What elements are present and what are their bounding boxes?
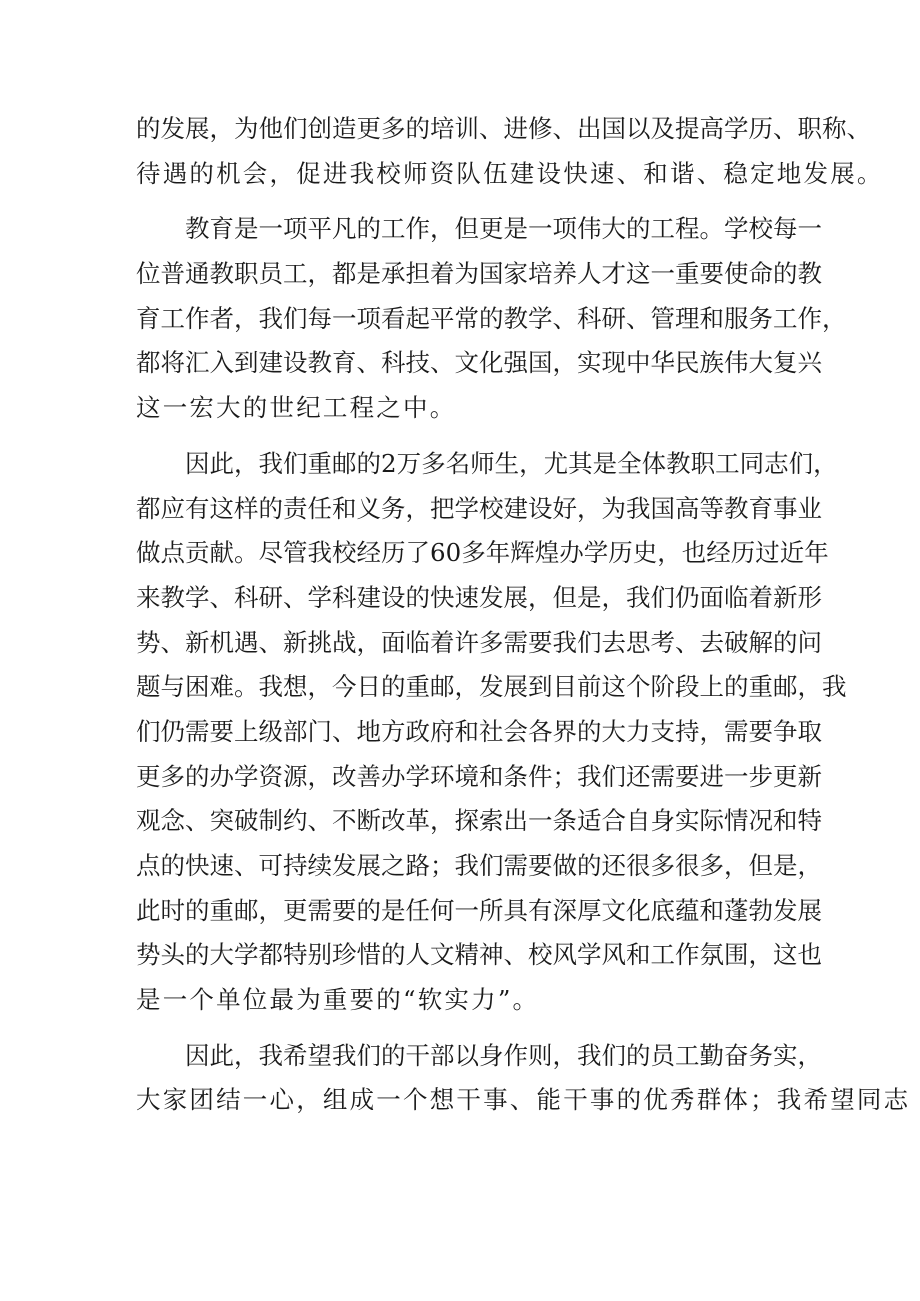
paragraph-gap: [136, 196, 796, 207]
text-line: 大家团结一心，组成一个想干事、能干事的优秀群体；我希望同志: [136, 1085, 911, 1115]
text-line: 育 工 作 者 ， 我 们 每 一 项 看 起 平 常 的 教 学 、 科 研 、 管 理 和 服 务 工 作 ，: [136, 303, 847, 333]
text-line: 教 育 是 一 项 平 凡 的 工 作 ， 但 更 是 一 项 伟 大 的 工 程 。 学 校 每 一: [185, 214, 822, 244]
paragraph: [136, 107, 884, 196]
text-line: 是一个单位最为重要的“软实力”。: [136, 985, 540, 1015]
text-line: 题 与 困 难 。 我 想 ， 今 日 的 重 邮 ， 发 展 到 目 前 这 个 阶 段 上 的 重 邮 ， 我: [136, 672, 847, 702]
paragraph-gap: [136, 431, 796, 442]
text-line: 因 此 ， 我 希 望 我 们 的 干 部 以 身 作 则 ， 我 们 的 员 工 勤 奋 务 实 ，: [185, 1040, 822, 1070]
document-body: [136, 107, 911, 1123]
text-line: 此 时 的 重 邮 ， 更 需 要 的 是 任 何 一 所 具 有 深 厚 文 化 底 蕴 和 蓬 勃 发 展: [136, 895, 822, 925]
text-line: 观 念 、 突 破 制 约 、 不 断 改 革 ， 探 索 出 一 条 适 合 自 身 实 际 情 况 和 特: [136, 806, 822, 836]
text-line: 的 发 展 ， 为 他 们 创 造 更 多 的 培 训 、 进 修 、 出 国 以 及 提 高 学 历 、 职 称 、: [136, 114, 871, 143]
text-line: 势 、 新 机 遇 、 新 挑 战 ， 面 临 着 许 多 需 要 我 们 去 思 考 、 去 破 解 的 问: [136, 627, 822, 657]
paragraph: [136, 1034, 911, 1123]
text-line: 势 头 的 大 学 都 特 别 珍 惜 的 人 文 精 神 、 校 风 学 风 和 工 作 氛 围 ， 这 也: [136, 940, 822, 970]
text-line: 位 普 通 教 职 员 工 ， 都 是 承 担 着 为 国 家 培 养 人 才 这 一 重 要 使 命 的 教: [136, 259, 822, 289]
paragraph: [136, 442, 847, 1023]
paragraph: [136, 207, 847, 430]
text-line: 更 多 的 办 学 资 源 ， 改 善 办 学 环 境 和 条 件 ； 我 们 还 需 要 进 一 步 更 新: [136, 761, 822, 791]
text-line: 都 将 汇 入 到 建 设 教 育 、 科 技 、 文 化 强 国 ， 实 现 中 华 民 族 伟 大 复 兴: [136, 348, 822, 378]
text-line: 因 此 ， 我 们 重 邮 的 2 万 多 名 师 生 ， 尤 其 是 全 体 教 职 工 同 志 们 ，: [185, 448, 838, 478]
text-line: 待遇的机会，促进我校师资队伍建设快速、和谐、稳定地发展。: [136, 158, 884, 188]
text-line: 做 点 贡 献 。 尽 管 我 校 经 历 了 6 0 多 年 辉 煌 办 学 历 史 ， 也 经 历 过 近 年: [136, 538, 829, 568]
text-line: 们 仍 需 要 上 级 部 门 、 地 方 政 府 和 社 会 各 界 的 大 力 支 持 ， 需 要 争 取: [136, 716, 822, 746]
paragraph-gap: [136, 1023, 796, 1034]
text-line: 这一宏大的世纪工程之中。: [136, 393, 457, 423]
text-line: 来 教 学 、 科 研 、 学 科 建 设 的 快 速 发 展 ， 但 是 ， 我 们 仍 面 临 着 新 形: [136, 582, 822, 612]
text-line: 都 应 有 这 样 的 责 任 和 义 务 ， 把 学 校 建 设 好 ， 为 我 国 高 等 教 育 事 业: [136, 493, 822, 523]
text-line: 点 的 快 速 、 可 持 续 发 展 之 路 ； 我 们 需 要 做 的 还 很 多 很 多 ， 但 是 ，: [136, 851, 822, 880]
